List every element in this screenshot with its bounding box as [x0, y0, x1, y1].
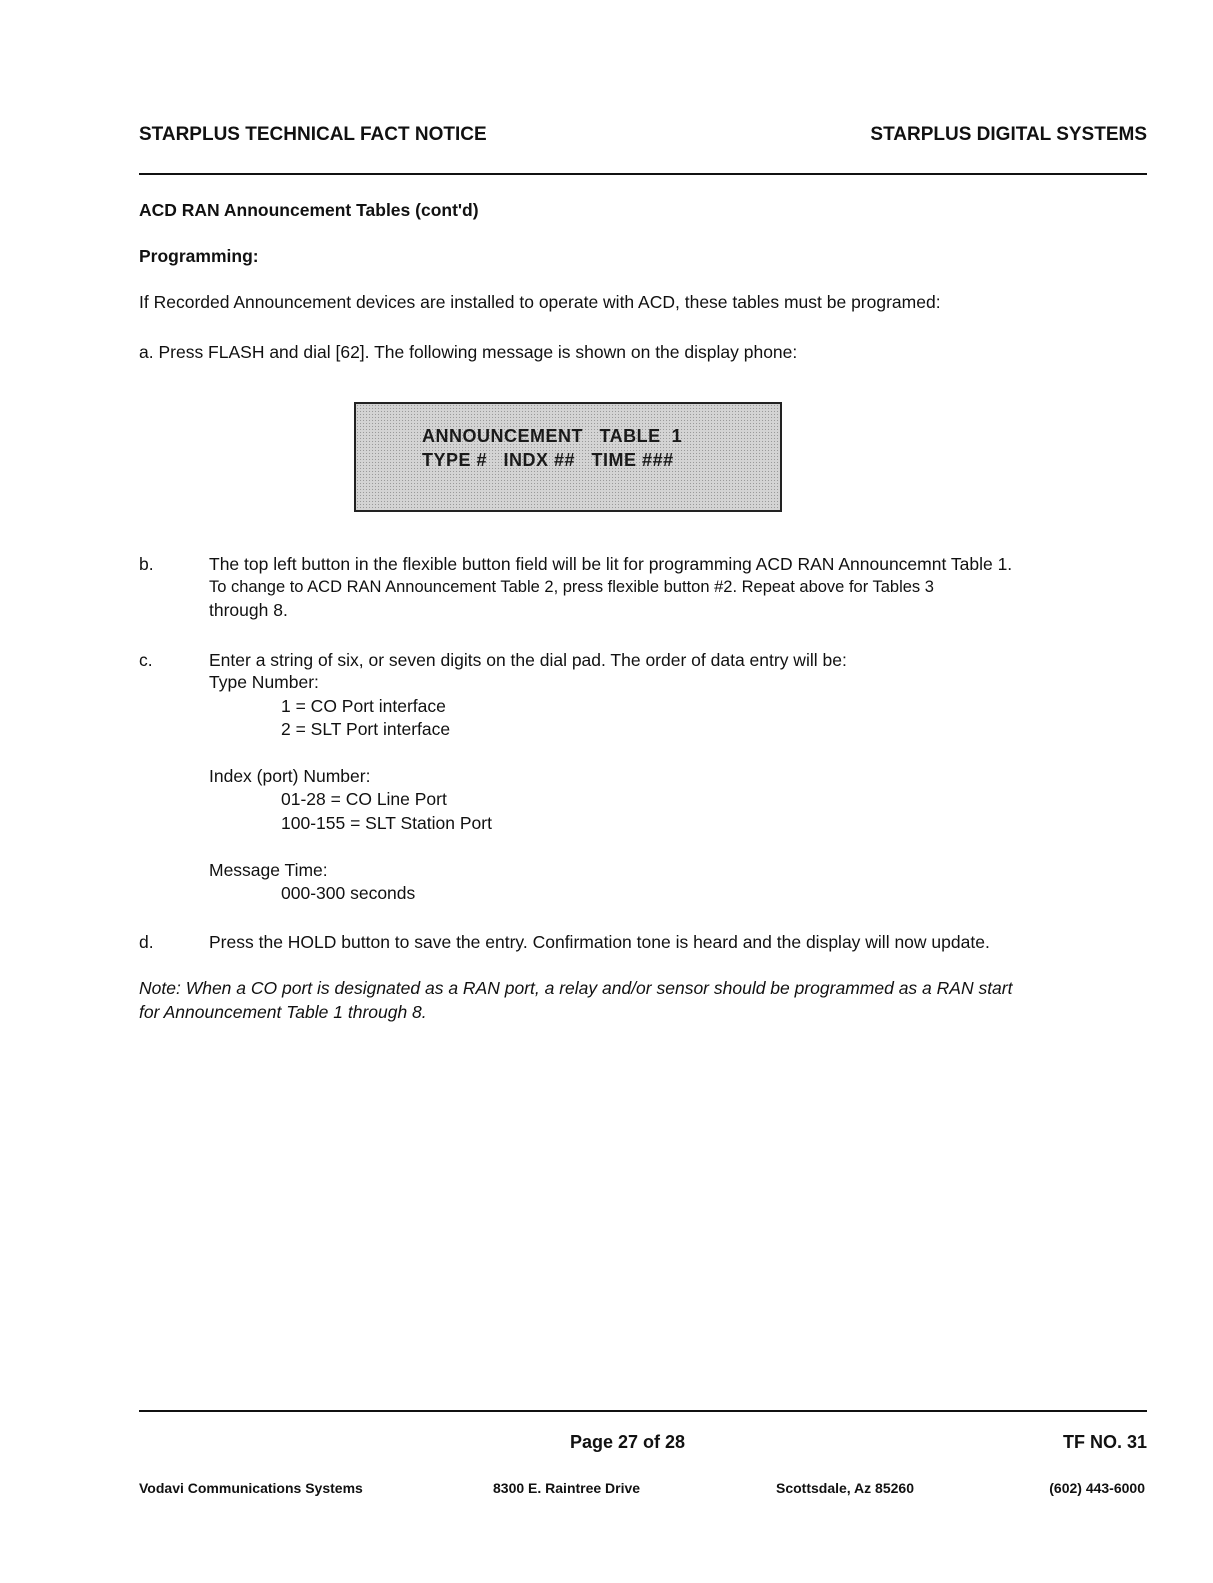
- tf-number: TF NO. 31: [1062, 1432, 1147, 1452]
- type-option-1: 1 = CO Port interface: [281, 696, 446, 716]
- phone-display: [354, 402, 782, 512]
- step-b-line-3: through 8.: [209, 600, 288, 620]
- step-c-line-1: Enter a string of six, or seven digits on the dial pad. The order of data entry will be:: [209, 650, 847, 670]
- footer-rule: [139, 1410, 1147, 1412]
- section-subtitle: Programming:: [139, 246, 259, 266]
- footer-city: Scottsdale, Az 85260: [776, 1480, 914, 1496]
- display-line-1: ANNOUNCEMENT TABLE 1: [422, 426, 683, 446]
- index-number-label: Index (port) Number:: [209, 766, 371, 786]
- note-line-2: for Announcement Table 1 through 8.: [139, 1002, 427, 1022]
- type-number-label: Type Number:: [209, 672, 319, 692]
- page-number: Page 27 of 28: [570, 1432, 686, 1452]
- section-title: ACD RAN Announcement Tables (cont'd): [139, 200, 479, 220]
- step-b-line-1: The top left button in the flexible button field will be lit for programming ACD RAN Announcemnt Table 1.: [209, 554, 1013, 574]
- intro-text: If Recorded Announcement devices are installed to operate with ACD, these tables must be programed:: [139, 292, 941, 312]
- header-left-title: STARPLUS TECHNICAL FACT NOTICE: [139, 124, 487, 145]
- footer-address: 8300 E. Raintree Drive: [493, 1480, 641, 1496]
- header-right-title: STARPLUS DIGITAL SYSTEMS: [870, 124, 1147, 145]
- type-option-2: 2 = SLT Port interface: [281, 719, 451, 739]
- step-a-text: a. Press FLASH and dial [62]. The following message is shown on the display phone:: [139, 342, 798, 362]
- index-option-2: 100-155 = SLT Station Port: [281, 813, 492, 833]
- step-b-letter: b.: [139, 554, 154, 574]
- note-line-1: Note: When a CO port is designated as a RAN port, a relay and/or sensor should be programmed as a RAN start: [139, 978, 1013, 998]
- footer-phone: (602) 443-6000: [1049, 1480, 1145, 1496]
- header-rule: [139, 173, 1147, 175]
- message-time-label: Message Time:: [209, 860, 328, 880]
- message-time-option: 000-300 seconds: [281, 883, 416, 903]
- footer-company: Vodavi Communications Systems: [139, 1480, 363, 1496]
- display-line-2: TYPE # INDX ## TIME ###: [422, 450, 674, 470]
- step-b-line-2: To change to ACD RAN Announcement Table 2, press flexible button #2. Repeat above for Tables 3: [209, 578, 934, 596]
- step-d-letter: d.: [139, 932, 154, 952]
- index-option-1: 01-28 = CO Line Port: [281, 789, 447, 809]
- step-d-text: Press the HOLD button to save the entry. Confirmation tone is heard and the display will now update.: [209, 932, 990, 952]
- step-c-letter: c.: [139, 650, 153, 670]
